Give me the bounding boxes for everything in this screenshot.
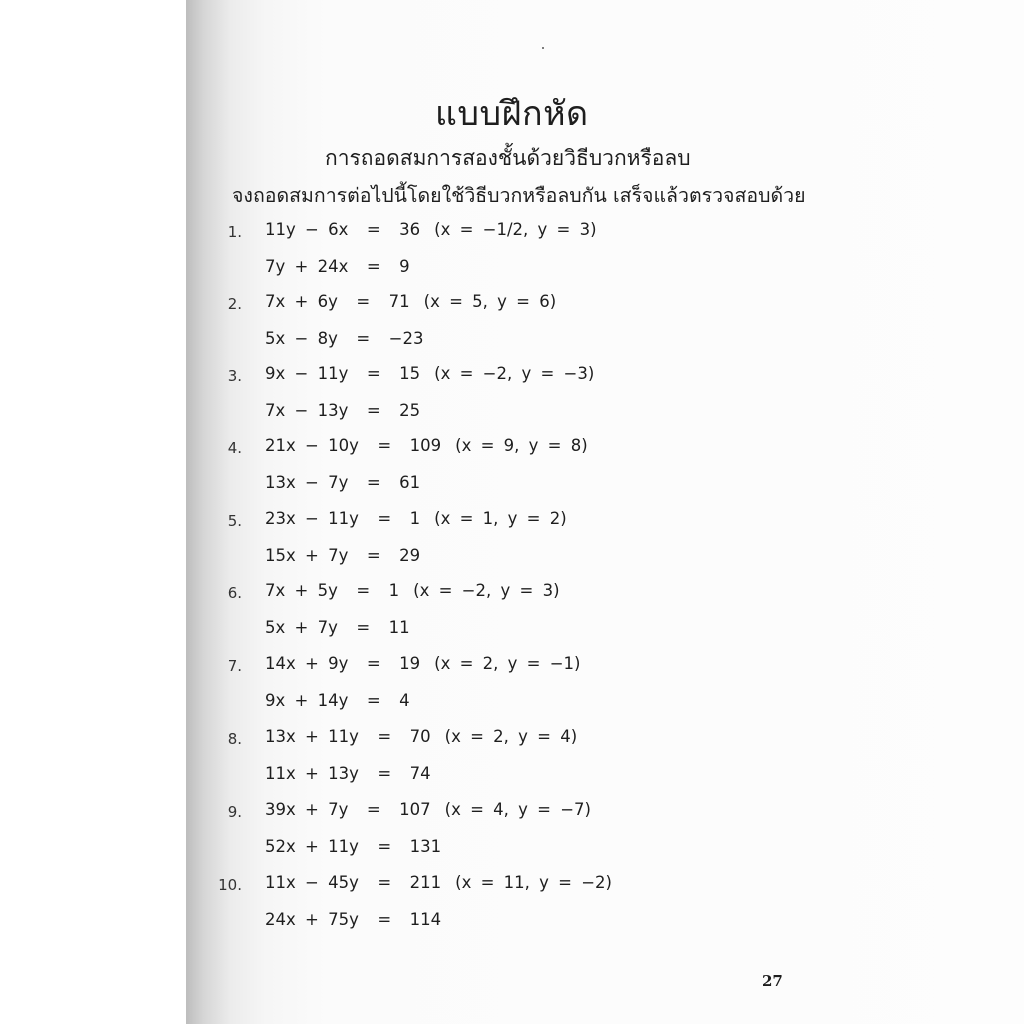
problem-item <box>0 800 1024 872</box>
problem-item <box>0 581 1024 653</box>
equation-second: 13x − 7y = 61 <box>265 473 421 492</box>
print-speck <box>542 47 544 49</box>
answer-text: (x = 11, y = −2) <box>455 873 612 892</box>
equation-second: 7y + 24x = 9 <box>265 257 410 276</box>
problem-item <box>0 292 1024 364</box>
equation-second: 11x + 13y = 74 <box>265 764 431 783</box>
problem-item <box>0 873 1024 945</box>
equation-first <box>265 654 581 673</box>
equation-text: 13x + 11y = 70 <box>265 727 431 746</box>
page-number: 27 <box>762 972 783 990</box>
equation-first <box>265 220 597 239</box>
problem-item <box>0 654 1024 726</box>
equation-text: 7x + 5y = 1 <box>265 581 400 600</box>
problem-number: 7. <box>227 657 242 675</box>
problem-number: 2. <box>227 295 242 313</box>
problem-item <box>0 509 1024 581</box>
problem-number: 8. <box>227 730 242 748</box>
problem-number: 3. <box>227 367 242 385</box>
equation-second: 24x + 75y = 114 <box>265 910 442 929</box>
problem-number: 1. <box>227 223 242 241</box>
equation-second: 7x − 13y = 25 <box>265 401 421 420</box>
equation-text: 9x − 11y = 15 <box>265 364 421 383</box>
answer-text: (x = 2, y = −1) <box>434 654 581 673</box>
equation-text: 11x − 45y = 211 <box>265 873 442 892</box>
equation-first <box>265 727 577 746</box>
problem-item <box>0 436 1024 508</box>
answer-text: (x = 5, y = 6) <box>423 292 557 311</box>
problem-number: 5. <box>227 512 242 530</box>
equation-second: 5x − 8y = −23 <box>265 329 424 348</box>
problem-item <box>0 220 1024 292</box>
equation-first <box>265 436 588 455</box>
equation-text: 11y − 6x = 36 <box>265 220 421 239</box>
equation-text: 21x − 10y = 109 <box>265 436 442 455</box>
answer-text: (x = 9, y = 8) <box>455 436 588 455</box>
equation-text: 14x + 9y = 19 <box>265 654 421 673</box>
equation-first <box>265 364 594 383</box>
equation-second: 15x + 7y = 29 <box>265 546 421 565</box>
answer-text: (x = −2, y = −3) <box>434 364 595 383</box>
answer-text: (x = 1, y = 2) <box>434 509 567 528</box>
equation-first <box>265 509 567 528</box>
equation-first <box>265 800 591 819</box>
equation-first <box>265 873 612 892</box>
equation-text: 39x + 7y = 107 <box>265 800 431 819</box>
problem-number: 10. <box>218 876 242 894</box>
equation-text: 7x + 6y = 71 <box>265 292 410 311</box>
answer-text: (x = 2, y = 4) <box>444 727 578 746</box>
answer-text: (x = 4, y = −7) <box>444 800 591 819</box>
problem-number: 9. <box>227 803 242 821</box>
problem-item <box>0 364 1024 436</box>
equation-second: 9x + 14y = 4 <box>265 691 410 710</box>
answer-text: (x = −1/2, y = 3) <box>434 220 597 239</box>
answer-text: (x = −2, y = 3) <box>413 581 560 600</box>
problem-number: 4. <box>227 439 242 457</box>
equation-first <box>265 581 560 600</box>
page-title: แบบฝึกหัด <box>435 94 589 134</box>
equation-second: 5x + 7y = 11 <box>265 618 410 637</box>
problem-item <box>0 727 1024 799</box>
page-subtitle: การถอดสมการสองชั้นด้วยวิธีบวกหรือลบ <box>325 146 691 170</box>
problem-number: 6. <box>227 584 242 602</box>
equation-second: 52x + 11y = 131 <box>265 837 442 856</box>
instruction-text: จงถอดสมการต่อไปนี้โดยใช้วิธีบวกหรือลบกัน เสร็จแล้วตรวจสอบด้วย <box>232 184 806 207</box>
equation-first <box>265 292 556 311</box>
equation-text: 23x − 11y = 1 <box>265 509 421 528</box>
